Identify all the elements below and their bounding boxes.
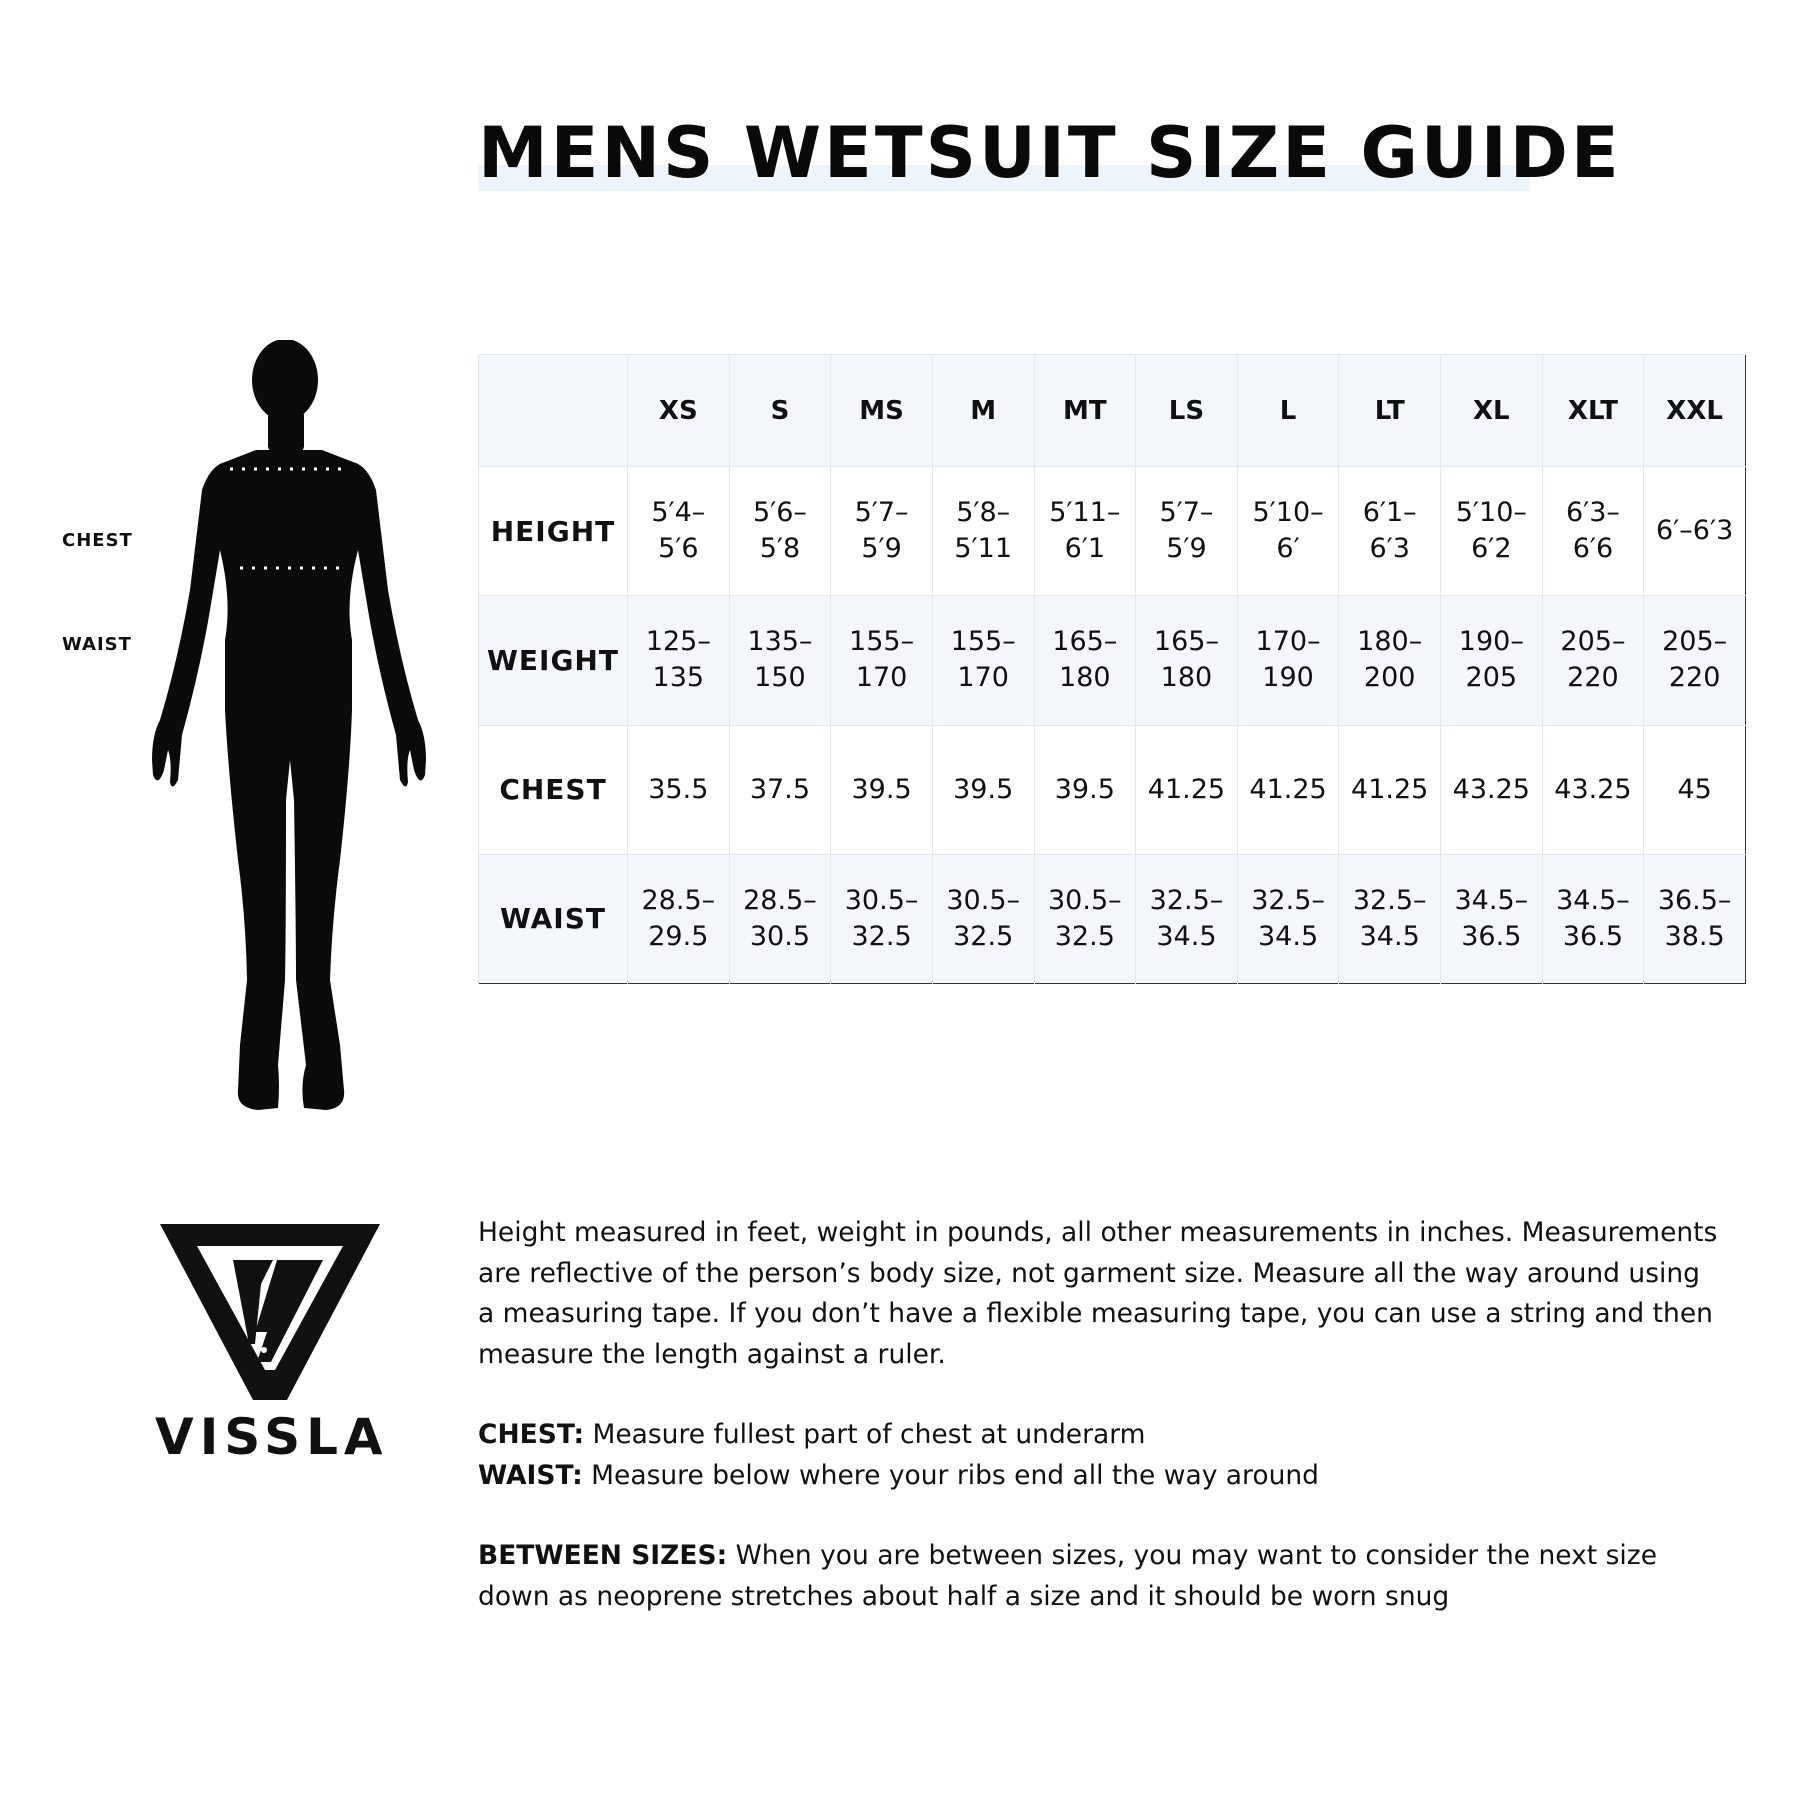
cell-line: 32.5 — [1054, 920, 1115, 952]
cell-line: 32.5– — [1352, 884, 1427, 916]
cell-line: 39.5 — [851, 773, 912, 805]
cell-line: 29.5 — [648, 920, 709, 952]
cell-line: 190 — [1262, 662, 1314, 694]
cell-line: 5′10– — [1455, 497, 1527, 529]
notes-intro-line: are reflective of the person’s body size, not garment size. Measure all the way around using — [478, 1257, 1701, 1289]
size-value-cell — [1237, 596, 1339, 725]
row-label: HEIGHT — [479, 467, 628, 596]
between-sizes-note-line2: down as neoprene stretches about half a size and it should be worn snug — [478, 1580, 1450, 1612]
cell-line: 34.5– — [1556, 884, 1630, 916]
cell-line: 5′9 — [861, 533, 902, 565]
size-value-cell — [729, 467, 831, 596]
waist-note-term: WAIST: — [478, 1459, 583, 1491]
cell-line: 41.25 — [1351, 773, 1429, 805]
size-value-cell — [1644, 725, 1746, 854]
size-value-cell — [1136, 725, 1238, 854]
cell-line: 30.5– — [1048, 884, 1122, 916]
size-value-cell — [1339, 725, 1441, 854]
size-value-cell — [1136, 596, 1238, 725]
size-value-cell — [932, 596, 1034, 725]
size-value-cell — [628, 467, 730, 596]
cell-line: 170 — [957, 662, 1009, 694]
size-value-cell — [1542, 596, 1644, 725]
cell-line: 38.5 — [1664, 920, 1725, 952]
cell-line: 36.5 — [1562, 920, 1623, 952]
waist-note — [478, 1456, 1758, 1497]
cell-line: 28.5– — [641, 884, 716, 916]
cell-line: 39.5 — [953, 773, 1014, 805]
cell-line: 28.5– — [743, 884, 817, 916]
cell-line: 205– — [1662, 626, 1728, 658]
size-value-cell — [729, 725, 831, 854]
cell-line: 180– — [1357, 626, 1423, 658]
size-table — [478, 354, 1746, 984]
size-value-cell — [831, 596, 933, 725]
cell-line: 6′1– — [1362, 497, 1417, 529]
size-value-cell — [1644, 854, 1746, 983]
cell-line: 5′10– — [1252, 497, 1324, 529]
size-value-cell — [1644, 596, 1746, 725]
size-value-cell — [628, 596, 730, 725]
cell-line: 30.5– — [946, 884, 1020, 916]
size-value-cell — [1034, 596, 1136, 725]
size-value-cell — [1237, 854, 1339, 983]
size-value-cell — [932, 467, 1034, 596]
cell-line: 43.25 — [1452, 773, 1530, 805]
cell-line: 41.25 — [1147, 773, 1226, 805]
cell-line: 165– — [1052, 626, 1118, 658]
table-row-height — [479, 467, 1746, 596]
cell-line: 180 — [1160, 662, 1213, 694]
cell-line: 36.5 — [1461, 920, 1522, 952]
cell-line: 155– — [950, 626, 1016, 658]
size-value-cell — [729, 596, 831, 725]
row-label: CHEST — [479, 725, 628, 854]
size-header: L — [1237, 355, 1339, 467]
measurement-notes — [478, 1213, 1758, 1617]
cell-line: 6′3 — [1369, 533, 1410, 565]
cell-line: 165– — [1153, 626, 1219, 658]
size-value-cell — [1237, 725, 1339, 854]
size-value-cell — [1441, 467, 1543, 596]
cell-line: 5′9 — [1166, 533, 1207, 565]
size-value-cell — [628, 725, 730, 854]
size-value-cell — [1034, 725, 1136, 854]
body-silhouette-icon — [60, 340, 480, 1130]
size-value-cell — [729, 854, 831, 983]
waist-note-text: Measure below where your ribs end all the way around — [582, 1459, 1319, 1491]
cell-line: 6′2 — [1471, 533, 1512, 565]
size-value-cell — [1339, 596, 1441, 725]
cell-line: 32.5 — [851, 920, 912, 952]
size-header: S — [729, 355, 831, 467]
size-value-cell — [628, 854, 730, 983]
size-value-cell — [1441, 854, 1543, 983]
size-header: XLT — [1542, 355, 1644, 467]
chest-note-term: CHEST: — [478, 1419, 585, 1450]
cell-line: 205– — [1560, 626, 1626, 658]
cell-line: 220 — [1668, 662, 1721, 694]
cell-line: 170 — [855, 662, 908, 694]
between-sizes-note — [478, 1536, 1758, 1577]
size-header: LT — [1339, 355, 1441, 467]
table-row-chest — [479, 725, 1746, 854]
size-value-cell — [1034, 467, 1136, 596]
size-value-cell — [1339, 467, 1441, 596]
between-sizes-term: BETWEEN SIZES: — [478, 1540, 728, 1571]
size-value-cell — [1542, 467, 1644, 596]
vissla-wordmark: VISSLA — [155, 1408, 389, 1466]
size-header: LS — [1136, 355, 1238, 467]
size-header: XS — [628, 355, 730, 467]
size-value-cell — [932, 854, 1034, 983]
size-value-cell — [1136, 854, 1238, 983]
cell-line: 5′6 — [658, 533, 699, 565]
cell-line: 34.5 — [1359, 920, 1420, 952]
cell-line: 170– — [1255, 626, 1321, 658]
cell-line: 32.5– — [1149, 884, 1224, 916]
size-header: XXL — [1644, 355, 1746, 467]
cell-line: 37.5 — [749, 773, 810, 805]
notes-intro-line: Height measured in feet, weight in pounds, all other measurements in inches. Measurements — [478, 1217, 1718, 1248]
cell-line: 150 — [754, 662, 806, 694]
cell-line: 6′ — [1276, 533, 1300, 565]
size-header: MT — [1034, 355, 1136, 467]
size-header: MS — [831, 355, 933, 467]
cell-line: 6′3– — [1565, 497, 1620, 529]
size-value-cell — [831, 854, 933, 983]
cell-line: 30.5– — [844, 884, 919, 916]
size-value-cell — [1237, 467, 1339, 596]
cell-line: 220 — [1567, 662, 1619, 694]
size-value-cell — [831, 725, 933, 854]
cell-line: 34.5 — [1258, 920, 1319, 952]
cell-line: 5′8– — [956, 497, 1011, 529]
cell-line: 135 — [652, 662, 705, 694]
row-label: WAIST — [479, 854, 628, 983]
cell-line: 180 — [1059, 662, 1111, 694]
size-value-cell — [1034, 854, 1136, 983]
notes-intro-line: measure the length against a ruler. — [478, 1338, 946, 1370]
table-row-waist — [479, 854, 1746, 983]
size-value-cell — [831, 467, 933, 596]
cell-line: 30.5 — [749, 920, 810, 952]
cell-line: 5′7– — [1159, 497, 1214, 529]
cell-line: 6′–6′3 — [1655, 515, 1734, 547]
cell-line: 41.25 — [1249, 773, 1327, 805]
cell-line: 43.25 — [1554, 773, 1632, 805]
cell-line: 5′4– — [651, 497, 706, 529]
size-header: XL — [1441, 355, 1543, 467]
cell-line: 32.5– — [1251, 884, 1325, 916]
cell-line: 35.5 — [648, 773, 709, 805]
waist-label: WAIST — [62, 634, 132, 655]
cell-line: 135– — [747, 626, 813, 658]
notes-intro-line: a measuring tape. If you don’t have a flexible measuring tape, you can use a string and then — [478, 1298, 1713, 1329]
cell-line: 39.5 — [1054, 773, 1115, 805]
table-header-row — [479, 355, 1746, 467]
size-value-cell — [1339, 854, 1441, 983]
page-title: MENS WETSUIT SIZE GUIDE — [478, 112, 1622, 194]
size-value-cell — [1542, 854, 1644, 983]
cell-line: 190– — [1458, 626, 1524, 658]
cell-line: 5′11 — [954, 533, 1013, 565]
cell-line: 205 — [1465, 662, 1518, 694]
chest-note-text: Measure fullest part of chest at underarm — [584, 1419, 1146, 1450]
chest-note — [478, 1415, 1758, 1456]
size-value-cell — [1542, 725, 1644, 854]
size-value-cell — [932, 725, 1034, 854]
cell-line: 34.5 — [1156, 920, 1217, 952]
cell-line: 36.5– — [1657, 884, 1732, 916]
cell-line: 34.5– — [1454, 884, 1529, 916]
chest-label: CHEST — [62, 530, 133, 551]
row-label: WEIGHT — [479, 596, 628, 725]
size-value-cell — [1136, 467, 1238, 596]
table-row-weight — [479, 596, 1746, 725]
cell-line: 5′11– — [1049, 497, 1121, 529]
cell-line: 32.5 — [953, 920, 1014, 952]
cell-line: 125– — [645, 626, 711, 658]
cell-line: 155– — [849, 626, 915, 658]
cell-line: 6′6 — [1572, 533, 1614, 565]
vissla-v-logo-icon — [155, 1222, 385, 1402]
cell-line: 45 — [1677, 773, 1712, 805]
cell-line: 6′1 — [1064, 533, 1106, 565]
size-value-cell — [1644, 467, 1746, 596]
corner-cell — [479, 355, 628, 467]
size-value-cell — [1441, 725, 1543, 854]
cell-line: 5′6– — [752, 497, 807, 529]
cell-line: 5′7– — [854, 497, 909, 529]
body-figure — [60, 340, 480, 1130]
between-sizes-text: When you are between sizes, you may want to consider the next size — [727, 1540, 1658, 1571]
size-header: M — [932, 355, 1034, 467]
cell-line: 200 — [1363, 662, 1416, 694]
cell-line: 5′8 — [759, 533, 801, 565]
size-value-cell — [1441, 596, 1543, 725]
